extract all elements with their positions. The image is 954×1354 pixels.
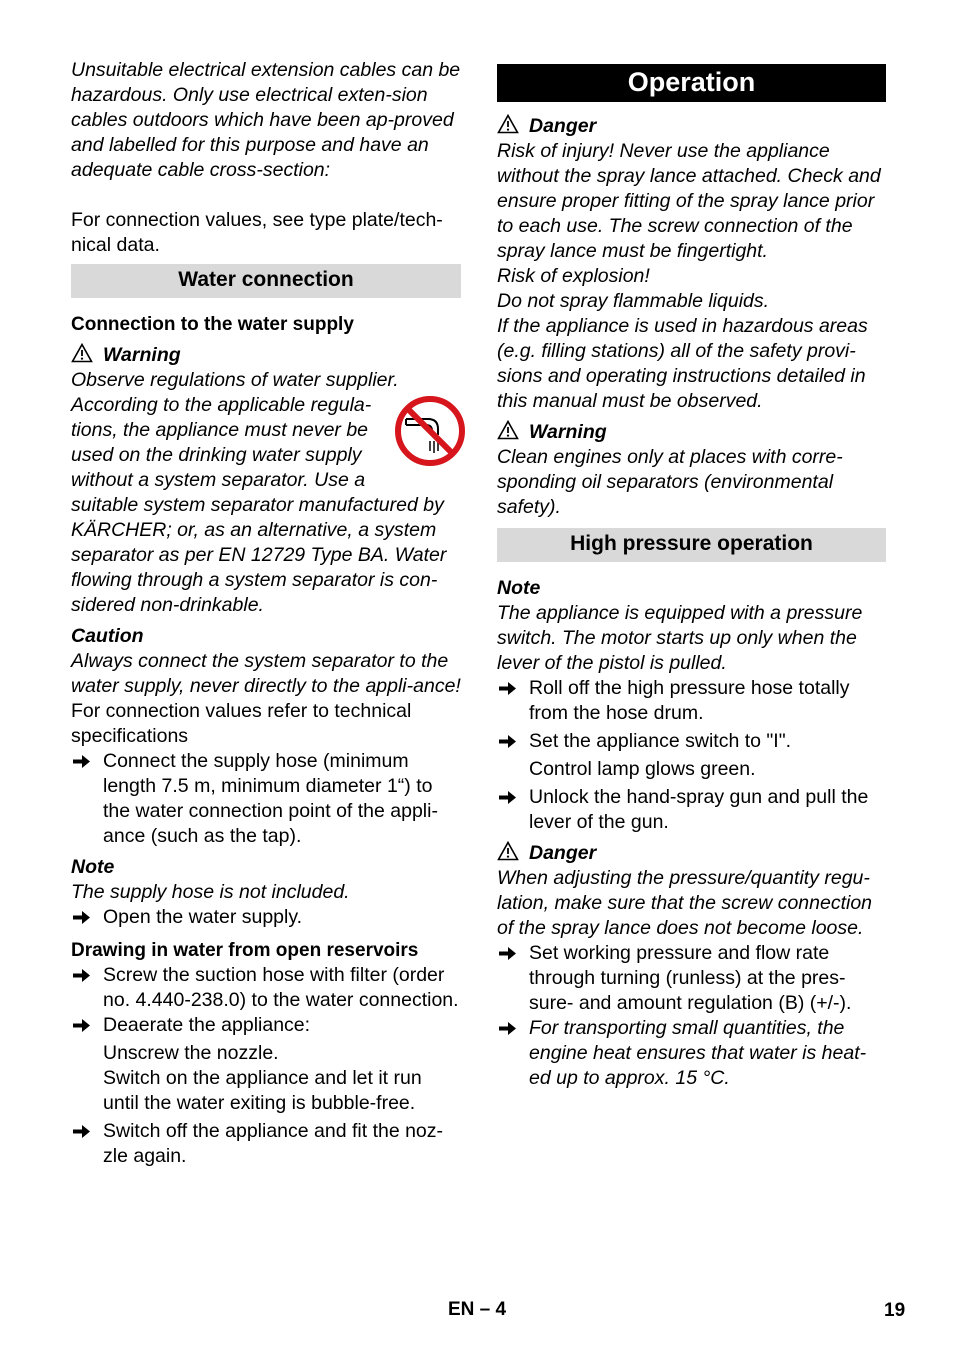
arrow-right-icon bbox=[497, 941, 519, 966]
control-lamp-text: Control lamp glows green. bbox=[529, 758, 756, 780]
note-text: The supply hose is not included. bbox=[71, 881, 350, 903]
caution-text: Always connect the system separator to the water supply, never directly to the appli-ance! bbox=[71, 650, 461, 697]
list-item bbox=[497, 729, 886, 754]
note-label: Note bbox=[497, 577, 541, 599]
list-item bbox=[71, 1119, 461, 1169]
arrow-right-icon bbox=[71, 1013, 93, 1038]
danger-label-text: Danger bbox=[529, 115, 597, 137]
connection-values-refer: For connection values refer to technical specifications bbox=[71, 700, 412, 747]
clean-engines-text: Clean engines only at places with corre-sponding oil separators (environmental safety). bbox=[497, 446, 843, 518]
left-column bbox=[71, 58, 461, 1169]
list-item bbox=[497, 1016, 886, 1091]
switch-on-text: Switch on the appliance and let it run until the water exiting is bubble-free. bbox=[103, 1067, 422, 1114]
deaerate-step: Deaerate the appliance: bbox=[103, 1014, 311, 1036]
roll-off-hose-step: Roll off the high pressure hose totally from the hose drum. bbox=[529, 677, 850, 724]
danger-label bbox=[497, 114, 886, 139]
warning-label bbox=[497, 420, 886, 445]
warning-triangle-icon bbox=[71, 343, 93, 363]
warning-triangle-icon bbox=[497, 841, 519, 861]
water-connection-heading: Water connection bbox=[71, 264, 461, 298]
no-drinking-water-icon bbox=[394, 395, 466, 467]
high-pressure-heading: High pressure operation bbox=[497, 528, 886, 562]
connect-hose-step: Connect the supply hose (minimum length 7.5 m, minimum diameter 1“) to the water connection point of the appli-ance (such as the tap). bbox=[103, 750, 438, 847]
warning-label bbox=[71, 343, 461, 368]
arrow-right-icon bbox=[71, 749, 93, 774]
connection-values-text: For connection values, see type plate/tech-nical data. bbox=[71, 209, 443, 256]
set-pressure-step: Set working pressure and flow rate through turning (runless) at the pres-sure- and amount regulation (B) (+/-). bbox=[529, 942, 852, 1014]
list-item bbox=[497, 941, 886, 1016]
operation-heading: Operation bbox=[497, 64, 886, 102]
list-item bbox=[497, 785, 886, 835]
danger-label bbox=[497, 841, 886, 866]
list-item bbox=[71, 963, 461, 1013]
pressure-switch-note: The appliance is equipped with a pressure switch. The motor starts up only when the lever of the pistol is pulled. bbox=[497, 602, 863, 674]
unscrew-nozzle-text: Unscrew the nozzle. bbox=[103, 1042, 279, 1064]
pressure-regulation-danger: When adjusting the pressure/quantity regu-lation, make sure that the screw connection of the spray lance does not become loose. bbox=[497, 867, 873, 939]
list-item bbox=[71, 905, 461, 930]
transport-step: For transporting small quantities, the engine heat ensures that water is heat-ed up to approx. 15 °C. bbox=[529, 1017, 867, 1089]
switch-off-step: Switch off the appliance and fit the noz-zle again. bbox=[103, 1120, 444, 1167]
list-item bbox=[71, 1013, 461, 1038]
danger-flammable-text: Do not spray flammable liquids. bbox=[497, 290, 770, 312]
extension-cable-warning: Unsuitable electrical extension cables can be hazardous. Only use electrical exten-sion cables outdoors which have been ap-proved and labelled for this purpose and have an adequate cable cross-section: bbox=[71, 59, 461, 181]
unlock-gun-step: Unlock the hand-spray gun and pull the lever of the gun. bbox=[529, 786, 869, 833]
arrow-right-icon bbox=[71, 905, 93, 930]
language-page-label: EN – 4 bbox=[448, 1299, 507, 1320]
arrow-right-icon bbox=[497, 729, 519, 754]
warning-triangle-icon bbox=[497, 114, 519, 134]
danger-explosion-text: Risk of explosion! bbox=[497, 265, 650, 287]
list-item bbox=[71, 749, 461, 849]
right-column bbox=[497, 58, 886, 1091]
danger-hazardous-text: If the appliance is used in hazardous areas (e.g. filling stations) all of the safety provi-sions and operating instructions detailed in this manual must be observed. bbox=[497, 315, 868, 412]
arrow-right-icon bbox=[71, 1119, 93, 1144]
danger-label-text: Danger bbox=[529, 842, 597, 864]
danger-injury-text: Risk of injury! Never use the appliance without the spray lance attached. Check and ensure proper fitting of the spray lance prior to each use. The screw connection of the spray lance must be fingertight. bbox=[497, 140, 881, 262]
arrow-right-icon bbox=[71, 963, 93, 988]
screw-hose-step: Screw the suction hose with filter (order no. 4.440-238.0) to the water connection. bbox=[103, 964, 459, 1011]
set-switch-step: Set the appliance switch to "I". bbox=[529, 730, 792, 752]
page-number: 19 bbox=[884, 1300, 906, 1321]
water-supply-subheading: Connection to the water supply bbox=[71, 314, 354, 335]
note-label: Note bbox=[71, 856, 115, 878]
system-separator-text: According to the applicable regula-tions, the appliance must never be used on the drinking water supply without a system separator. Use a suitable system separator manufactured by KÄRCHER; or, as an alternative, a system separator as per EN 12729 Type BA. Water flowing through a system separator is con-sidered non-drinkable. bbox=[71, 394, 447, 616]
water-supplier-text: Observe regulations of water supplier. bbox=[71, 369, 399, 391]
list-item bbox=[497, 676, 886, 726]
warning-label-text: Warning bbox=[103, 344, 181, 366]
warning-triangle-icon bbox=[497, 420, 519, 440]
arrow-right-icon bbox=[497, 676, 519, 701]
arrow-right-icon bbox=[497, 785, 519, 810]
open-supply-step: Open the water supply. bbox=[103, 906, 303, 928]
caution-label: Caution bbox=[71, 625, 144, 647]
arrow-right-icon bbox=[497, 1016, 519, 1041]
warning-label-text: Warning bbox=[529, 421, 607, 443]
reservoir-subheading: Drawing in water from open reservoirs bbox=[71, 940, 419, 961]
